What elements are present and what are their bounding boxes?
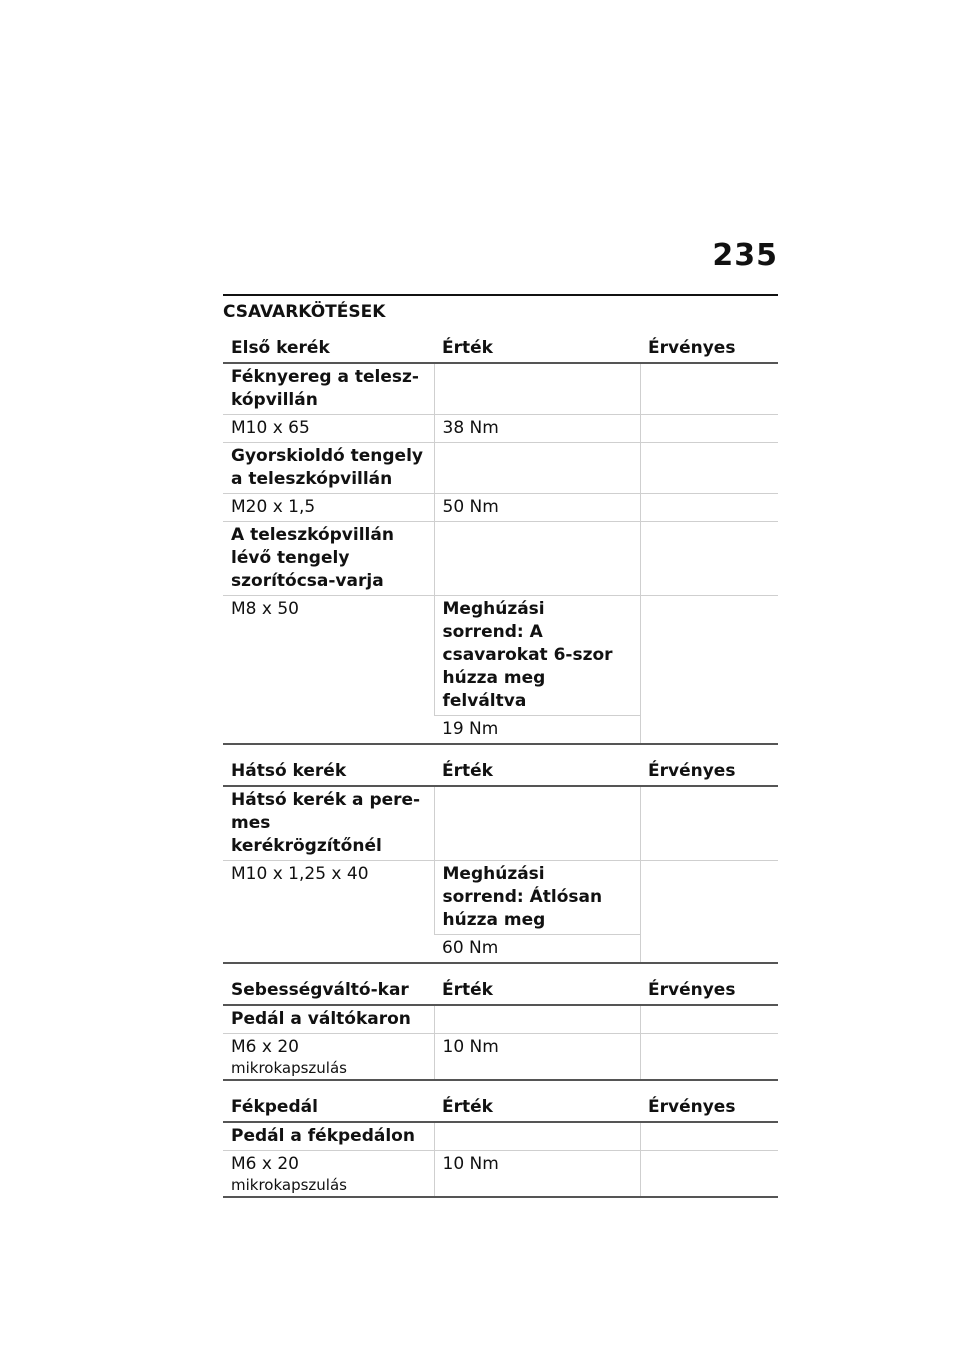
header-component: Hátsó kerék (231, 761, 347, 781)
row-valid (640, 494, 778, 522)
row-label: M10 x 1,25 x 40 (231, 864, 369, 884)
row-label: M8 x 50 (231, 599, 299, 619)
row-label: Pedál a váltókaron (231, 1009, 411, 1029)
row-label: A teleszkópvillán lévő tengely szorítócsa-varja (231, 525, 394, 591)
table-row (223, 522, 778, 596)
row-valid (640, 861, 778, 964)
header-component: Első kerék (231, 338, 330, 358)
row-value: 50 Nm (434, 494, 640, 522)
row-value: 38 Nm (434, 415, 640, 443)
bolt-note: mikrokapszulás (231, 1059, 347, 1077)
row-value (434, 363, 640, 415)
table-row (223, 1005, 778, 1034)
row-valid (640, 786, 778, 861)
table-row (223, 1034, 778, 1081)
table-row (223, 415, 778, 443)
header-valid: Érvényes (648, 980, 736, 1000)
row-label: M20 x 1,5 (231, 497, 316, 517)
row-valid (640, 1034, 778, 1081)
row-label: Gyorskioldó tengely a teleszkópvillán (231, 446, 423, 489)
row-value (434, 1005, 640, 1034)
table-header (223, 964, 778, 1005)
table-row (223, 494, 778, 522)
row-label: Hátsó kerék a pere-mes kerékrögzítőnél (231, 790, 421, 856)
table-header (223, 322, 778, 363)
row-valid (640, 415, 778, 443)
row-valid (640, 363, 778, 415)
gear-lever-table (223, 964, 778, 1081)
row-label (223, 1151, 434, 1198)
row-valid (640, 1005, 778, 1034)
bolt-size: M6 x 20 (231, 1154, 299, 1174)
row-valid (640, 443, 778, 494)
table-row (223, 861, 778, 935)
row-label: M10 x 65 (231, 418, 310, 438)
row-value (434, 786, 640, 861)
page-number: 235 (712, 238, 778, 273)
header-valid: Érvényes (648, 761, 736, 781)
row-value: 19 Nm (442, 719, 499, 739)
header-component: Fékpedál (231, 1097, 318, 1117)
table-row (223, 786, 778, 861)
torque-specs-section (223, 294, 778, 1198)
header-value: Érték (442, 1097, 493, 1117)
row-value (434, 443, 640, 494)
tightening-order-note: Meghúzási sorrend: Átlósan húzza meg (434, 861, 640, 935)
header-value: Érték (442, 980, 493, 1000)
table-header (223, 1081, 778, 1122)
row-value (434, 522, 640, 596)
section-title: CSAVARKÖTÉSEK (223, 302, 386, 322)
rear-wheel-table (223, 745, 778, 964)
header-valid: Érvényes (648, 338, 736, 358)
bolt-size: M6 x 20 (231, 1037, 299, 1057)
row-valid (640, 1151, 778, 1198)
row-valid (640, 1122, 778, 1151)
row-value: 10 Nm (434, 1151, 640, 1198)
row-label (223, 1034, 434, 1081)
row-valid (640, 596, 778, 745)
row-value (434, 1122, 640, 1151)
table-row (223, 1122, 778, 1151)
brake-pedal-table (223, 1081, 778, 1198)
header-valid: Érvényes (648, 1097, 736, 1117)
table-row (223, 363, 778, 415)
row-label: Pedál a fékpedálon (231, 1126, 415, 1146)
row-label: Féknyereg a telesz-kópvillán (231, 367, 419, 410)
header-component: Sebességváltó-kar (231, 980, 409, 1000)
row-value: 60 Nm (442, 938, 499, 958)
front-wheel-table (223, 322, 778, 745)
row-value: 10 Nm (434, 1034, 640, 1081)
tightening-order-note: Meghúzási sorrend: A csavarokat 6-szor húzza meg felváltva (434, 596, 640, 716)
header-value: Érték (442, 338, 493, 358)
table-row (223, 443, 778, 494)
table-row (223, 596, 778, 716)
bolt-note: mikrokapszulás (231, 1176, 347, 1194)
table-row (223, 1151, 778, 1198)
header-value: Érték (442, 761, 493, 781)
row-valid (640, 522, 778, 596)
table-header (223, 745, 778, 786)
